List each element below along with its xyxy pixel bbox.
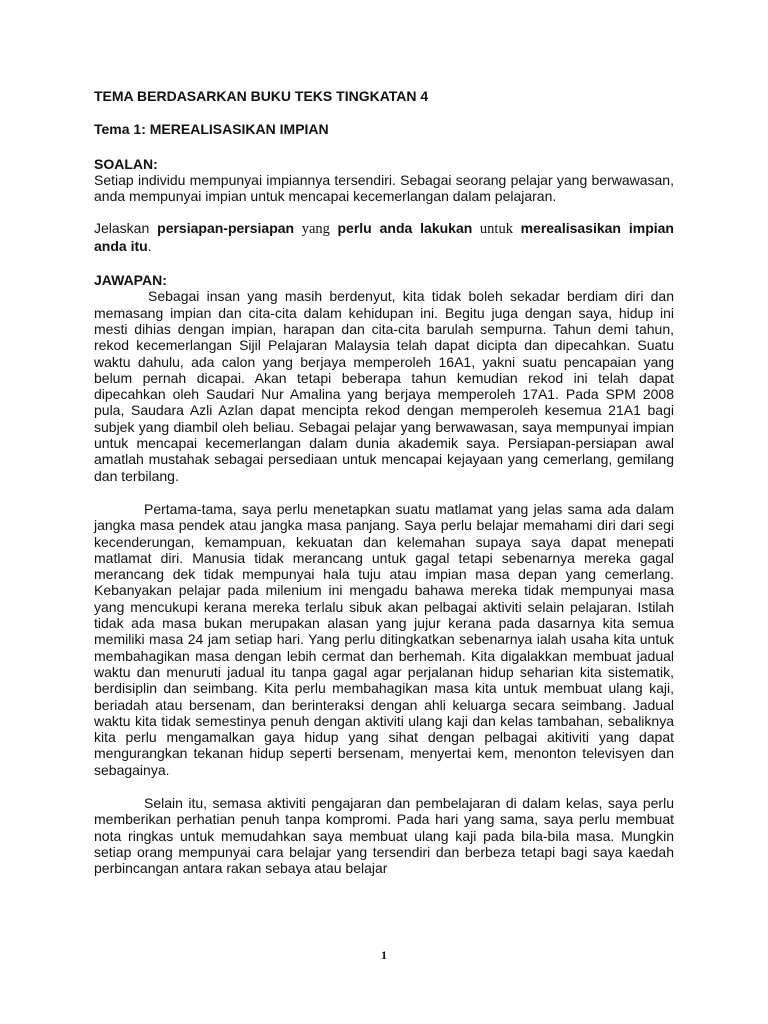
answer-paragraph: Sebagai insan yang masih berdenyut, kita tidak boleh sekadar berdiam diri dan memasang impian dan cita-cita dalam kehidupan ini. Begitu juga dengan saya, hidup ini mesti dihias dengan impian, harapan dan cita-cita barulah sempurna. Tahun demi tahun, rekod kecemerlangan Sijil Pelajaran Malaysia telah dapat dicipta dan dipecahkan. Suatu waktu dahulu, ada calon yang berjaya memperoleh 16A1, yakni suatu pencapaian yang belum pernah dicapai. Akan tetapi beberapa tahun kemudian rekod ini telah dapat dipecahkan oleh Saudari Nur Amalina yang berjaya memperoleh 17A1. Pada SPM 2008 pula, Saudara Azli Azlan dapat mencipta rekod dengan memperoleh kesemua 21A1 bagi subjek yang diambil oleh beliau. Sebagai pelajar yang berwawasan, saya mempunyai impian untuk mencapai kecemerlangan dalam dunia akademik saya. Persiapan-persiapan awal amatlah mustahak sebagai persediaan untuk mencapai kejayaan yang cemerlang, gemilang dan terbilang.: [94, 288, 674, 484]
answer-label: JAWAPAN:: [94, 272, 167, 289]
answer-paragraph: Selain itu, semasa aktiviti pengajaran dan pembelajaran di dalam kelas, saya perlu memberikan perhatian penuh tanpa kompromi. Pada hari yang sama, saya perlu membuat nota ringkas untuk memudahkan saya membuat ulang kaji pada bila-bila masa. Mungkin setiap orang mempunyai cara belajar yang tersendiri dan berbeza tetapi bagi saya kaedah perbincangan antara rakan sebaya atau belajar: [94, 794, 674, 877]
document-title: TEMA BERDASARKAN BUKU TEKS TINGKATAN 4: [94, 88, 429, 104]
page-number: 1: [381, 948, 387, 962]
instruction-part: untuk: [472, 221, 521, 238]
question-label: SOALAN:: [94, 155, 158, 172]
instruction-part: Jelaskan: [94, 220, 158, 237]
instruction-part: yang: [294, 221, 338, 238]
question-instruction: [94, 220, 674, 254]
instruction-part: persiapan-persiapan: [157, 220, 295, 237]
instruction-part: perlu anda lakukan: [337, 220, 473, 237]
document-body: [94, 88, 674, 893]
instruction-part: merealisasikan impian anda itu: [94, 220, 674, 254]
answer-paragraph: Pertama-tama, saya perlu menetapkan suatu matlamat yang jelas sama ada dalam jangka masa pendek atau jangka masa panjang. Saya perlu belajar memahami diri dari segi kecenderungan, kemampuan, kekuatan dan kelemahan supaya saya dapat menepati matlamat diri. Manusia tidak merancang untuk gagal tetapi sebenarnya mereka gagal merancang dek tidak mempunyai hala tuju atau impian masa depan yang cemerlang. Kebanyakan pelajar pada milenium ini mengadu bahawa mereka tidak mempunyai masa yang mencukupi kerana mereka terlalu sibuk akan pelbagai aktiviti selain pelajaran. Istilah tidak ada masa bukan merupakan alasan yang jujur kerana pada dasarnya kita semua memiliki masa 24 jam setiap hari. Yang perlu ditingkatkan sebenarnya ialah usaha kita untuk membahagikan masa dengan lebih cermat dan berhemah. Kita digalakkan membuat jadual waktu dan menuruti jadual itu tanpa gagal agar perjalanan hidup seharian kita sistematik, berdisiplin dan seimbang. Kita perlu membahagikan masa kita untuk membuat ulang kaji, beriadah atau bersenam, dan berinteraksi dengan ahli keluarga secara seimbang. Jadual waktu kita tidak semestinya penuh dengan aktiviti ulang kaji dan kelas tambahan, sebaliknya kita perlu mengamalkan gaya hidup yang sihat dengan pelbagai akitiviti yang dapat mengurangkan tekanan hidup seperti bersenam, menyertai kem, menonton televisyen dan sebagainya.: [94, 500, 674, 778]
theme-heading: Tema 1: MEREALISASIKAN IMPIAN: [94, 121, 329, 138]
question-text: Setiap individu mempunyai impiannya tersendiri. Sebagai seorang pelajar yang berwawasan, anda mempunyai impian untuk mencapai kecemerlangan dalam pelajaran.: [94, 171, 674, 205]
instruction-part: .: [147, 237, 152, 254]
